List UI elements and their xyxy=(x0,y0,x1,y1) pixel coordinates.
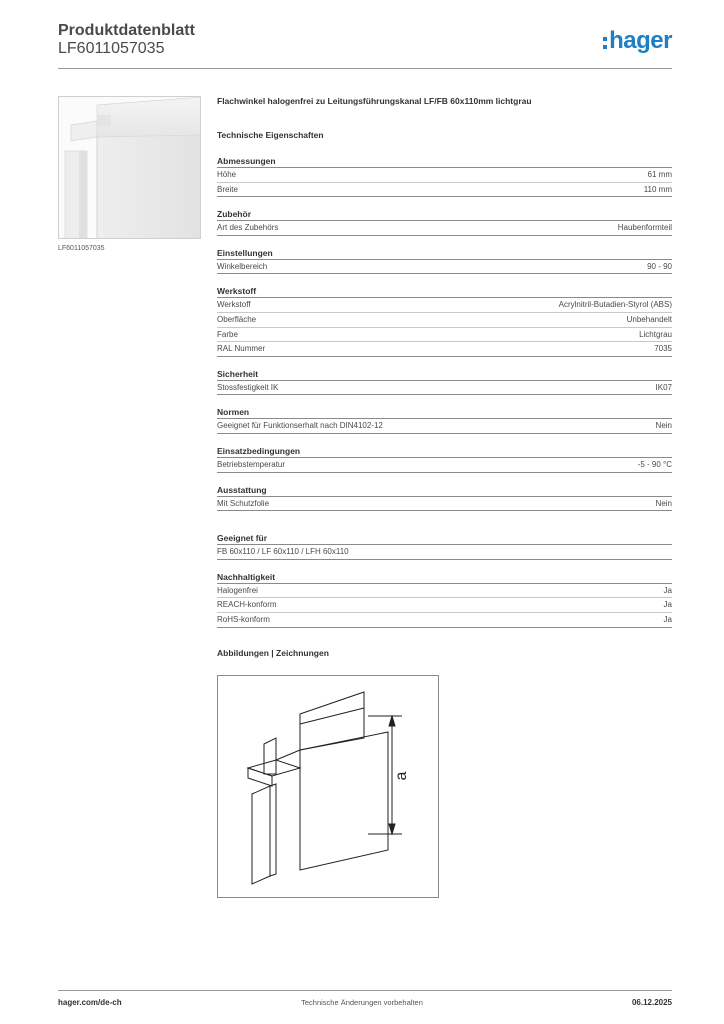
hager-logo xyxy=(603,28,672,54)
spec-value: -5 - 90 °C xyxy=(637,459,672,469)
footer-disclaimer: Technische Änderungen vorbehalten xyxy=(301,998,423,1007)
spec-label: Höhe xyxy=(217,170,237,179)
section-title: Nachhaltigkeit xyxy=(217,572,672,584)
spec-row xyxy=(217,183,672,198)
drawings-heading: Abbildungen | Zeichnungen xyxy=(217,647,329,658)
product-name: Flachwinkel halogenfrei zu Leitungsführungskanal LF/FB 60x110mm lichtgrau xyxy=(217,96,532,106)
technical-drawing xyxy=(217,675,439,898)
logo-colon-icon xyxy=(603,37,607,49)
page-header xyxy=(58,22,672,70)
spec-value: 90 - 90 xyxy=(647,261,672,271)
spec-value: Nein xyxy=(655,498,672,508)
spec-row xyxy=(217,313,672,328)
spec-value: Unbehandelt xyxy=(626,314,672,324)
spec-value: Lichtgrau xyxy=(639,329,672,339)
spec-label: FB 60x110 / LF 60x110 / LFH 60x110 xyxy=(217,547,349,557)
spec-section xyxy=(217,485,672,512)
section-title: Werkstoff xyxy=(217,286,672,298)
document-title: Produktdatenblatt xyxy=(58,22,195,39)
spec-label: Betriebstemperatur xyxy=(217,459,286,469)
flat-angle-photo-icon xyxy=(59,97,201,239)
section-title: Geeignet für xyxy=(217,533,672,545)
spec-row xyxy=(217,221,672,236)
footer-website-link[interactable]: hager.com/de-ch xyxy=(58,998,122,1007)
dimension-label: a xyxy=(393,771,410,781)
section-suitable-for xyxy=(217,533,672,560)
section-title: Normen xyxy=(217,407,672,419)
spec-row xyxy=(217,328,672,343)
spec-row xyxy=(217,458,672,473)
spec-row xyxy=(217,497,672,512)
spec-value: IK07 xyxy=(655,382,672,392)
spec-value: Ja xyxy=(663,614,672,624)
spec-label: Werkstoff xyxy=(217,300,251,310)
spec-row xyxy=(217,381,672,396)
spec-label: Art des Zubehörs xyxy=(217,223,279,233)
spec-label: Winkelbereich xyxy=(217,261,268,271)
logo-text: hager xyxy=(609,27,672,54)
spec-row xyxy=(217,168,672,183)
spec-label: Farbe xyxy=(217,329,238,339)
spec-row xyxy=(217,545,672,560)
spec-label: Mit Schutzfolie xyxy=(217,498,270,508)
spec-value: Acrylnitril-Butadien-Styrol (ABS) xyxy=(558,300,672,310)
spec-label: RAL Nummer xyxy=(217,344,266,354)
spec-row xyxy=(217,584,672,599)
section-title: Sicherheit xyxy=(217,369,672,381)
spec-row xyxy=(217,342,672,357)
spec-section xyxy=(217,286,672,356)
section-title: Einsatzbedingungen xyxy=(217,446,672,458)
spec-value: 7035 xyxy=(654,344,672,354)
spec-section xyxy=(217,248,672,275)
spec-row xyxy=(217,298,672,313)
spec-label: Halogenfrei xyxy=(217,585,258,595)
spec-section xyxy=(217,407,672,434)
spec-row xyxy=(217,260,672,275)
section-title: Abmessungen xyxy=(217,156,672,168)
spec-section xyxy=(217,156,672,197)
product-photo xyxy=(58,96,201,239)
footer-date: 06.12.2025 xyxy=(631,998,672,1007)
technical-properties-heading: Technische Eigenschaften xyxy=(217,130,324,140)
spec-label: Oberfläche xyxy=(217,314,257,324)
spec-row xyxy=(217,613,672,628)
spec-label: REACH-konform xyxy=(217,600,277,610)
spec-value: Nein xyxy=(655,421,672,431)
section-title: Ausstattung xyxy=(217,485,672,497)
spec-section xyxy=(217,369,672,396)
spec-row xyxy=(217,419,672,434)
spec-row xyxy=(217,598,672,613)
spec-section xyxy=(217,446,672,473)
spec-label: Geeignet für Funktionserhalt nach DIN4102-12 xyxy=(217,421,383,431)
article-number: LF6011057035 xyxy=(58,40,165,57)
spec-section xyxy=(217,209,672,236)
header-divider xyxy=(58,68,672,69)
spec-value: 61 mm xyxy=(647,170,672,179)
spec-label: Breite xyxy=(217,184,238,194)
spec-value: Haubenformteil xyxy=(617,223,672,233)
specification-content xyxy=(217,96,672,662)
spec-value: 110 mm xyxy=(643,184,672,194)
spec-label: Stossfestigkeit IK xyxy=(217,382,279,392)
spec-sections xyxy=(217,156,672,511)
flat-angle-drawing-icon xyxy=(218,676,438,897)
spec-label: RoHS-konform xyxy=(217,614,270,624)
section-title: Zubehör xyxy=(217,209,672,221)
footer-divider xyxy=(58,990,672,991)
spec-value: Ja xyxy=(663,585,672,595)
spec-value: Ja xyxy=(663,600,672,610)
photo-caption: LF6011057035 xyxy=(58,245,105,252)
section-sustainability xyxy=(217,572,672,628)
section-title: Einstellungen xyxy=(217,248,672,260)
